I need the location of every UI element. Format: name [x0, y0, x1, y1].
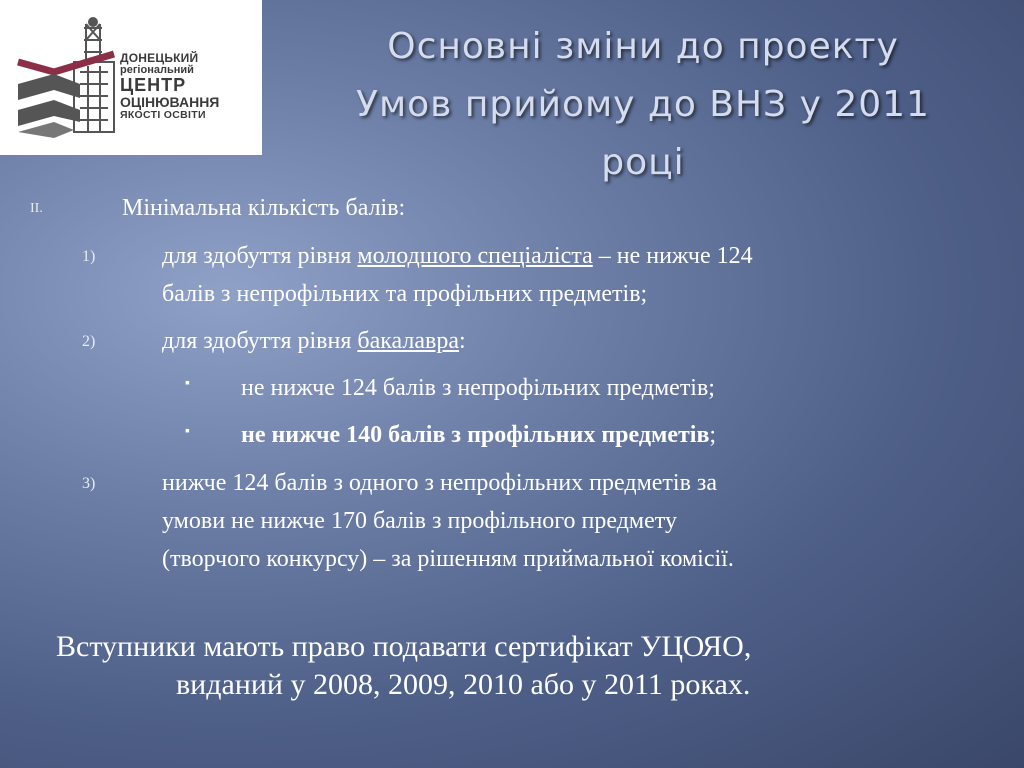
- logo-line-2: регіональний: [120, 63, 194, 76]
- section-heading: Мінімальна кількість балів:: [122, 195, 406, 221]
- item-3-line-2: умови не нижче 170 балів з профільного предмету: [162, 508, 677, 534]
- item-3-marker: 3): [82, 475, 96, 492]
- item-1-text-post: – не нижче 124: [592, 243, 753, 269]
- logo: [0, 0, 262, 155]
- logo-line-3: ЦЕНТР: [120, 75, 187, 96]
- item-1-line-2: балів з непрофільних та профільних предметів;: [162, 281, 648, 307]
- item-2-line: [162, 323, 466, 359]
- logo-line-1: ДОНЕЦЬКИЙ: [120, 51, 199, 65]
- section-marker: II.: [30, 201, 43, 216]
- logo-line-5: ЯКОСТІ ОСВІТИ: [120, 108, 206, 121]
- logo-text: [120, 52, 244, 121]
- item-3-line-1: нижче 124 балів з одного з непрофільних предметів за: [162, 470, 718, 496]
- item-1-text-underlined: молодшого спеціаліста: [357, 243, 593, 269]
- logo-line-4: ОЦІНЮВАННЯ: [120, 94, 220, 111]
- item-2-text-pre: для здобуття рівня: [162, 328, 358, 354]
- title-line-1: Основні зміни до проекту: [387, 26, 899, 67]
- subitem-2-bullet: ▪: [185, 424, 190, 439]
- subitem-2-line: [241, 417, 716, 453]
- item-1-marker: 1): [82, 248, 96, 265]
- item-2-text-post: :: [459, 328, 466, 354]
- item-3-line-3: (творчого конкурсу) – за рішенням приймальної комісії.: [162, 546, 734, 572]
- subitem-2-text-tail: ;: [709, 422, 717, 448]
- subitem-2-text-bold: не нижче 140 балів з профільних предметів: [241, 422, 710, 448]
- item-1-text-pre: для здобуття рівня: [162, 243, 358, 269]
- subitem-1-bullet: ▪: [185, 376, 190, 391]
- subitem-1-text: не нижче 124 балів з непрофільних предметів;: [241, 375, 715, 401]
- item-1-line-1: [162, 238, 753, 274]
- title-line-2: Умов прийому до ВНЗ у 2011: [356, 84, 930, 125]
- item-2-text-underlined: бакалавра: [357, 328, 460, 354]
- footer-line-1: Вступники мають право подавати сертифікат УЦОЯО,: [56, 630, 752, 663]
- item-2-marker: 2): [82, 333, 96, 350]
- logo-emblem-icon: [14, 14, 134, 144]
- footer-line-2: виданий у 2008, 2009, 2010 або у 2011 роках.: [176, 668, 751, 701]
- title-line-3: році: [601, 142, 685, 183]
- slide-title: [262, 18, 1024, 192]
